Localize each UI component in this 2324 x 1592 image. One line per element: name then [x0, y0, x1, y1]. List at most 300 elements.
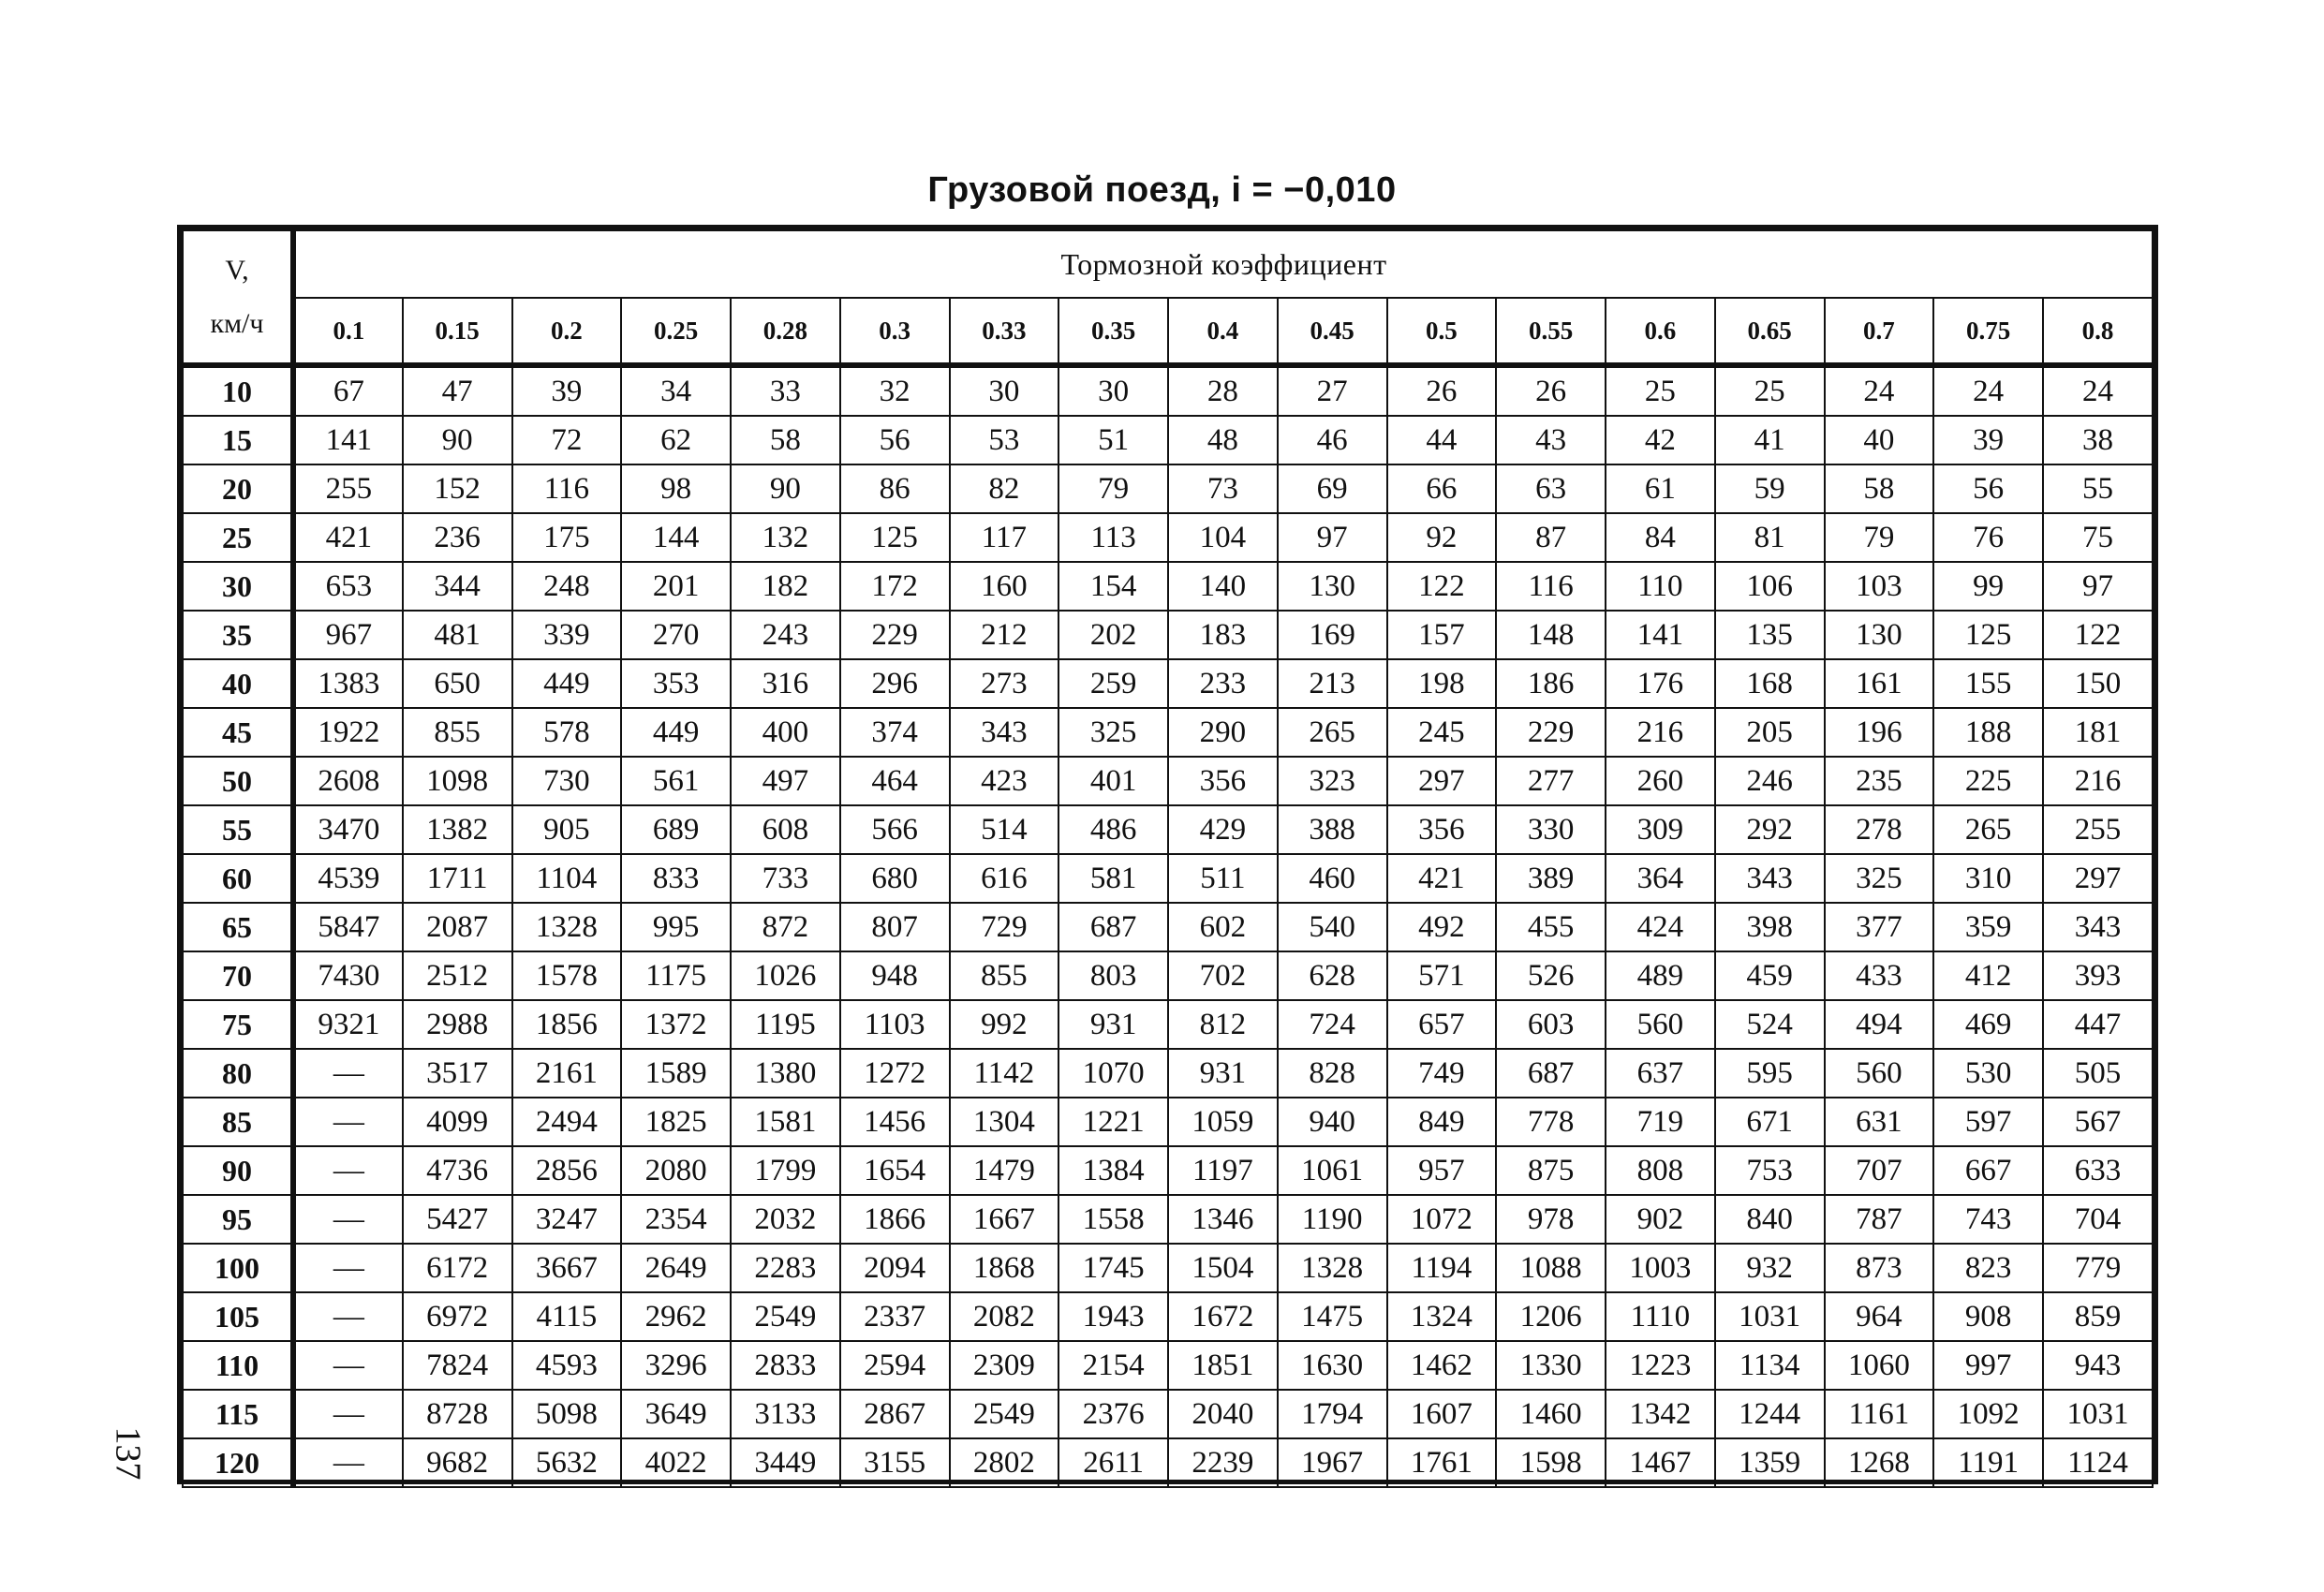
table-cell: 67	[293, 365, 403, 416]
table-row	[183, 757, 2153, 805]
table-cell: 9682	[403, 1438, 512, 1487]
table-cell: 148	[1496, 611, 1606, 659]
table-cell: 940	[1278, 1098, 1387, 1146]
table-cell: 3449	[731, 1438, 840, 1487]
table-cell: 1868	[950, 1244, 1059, 1292]
table-cell: 25	[1715, 365, 1825, 416]
table-cell: 157	[1387, 611, 1497, 659]
table-cell: 79	[1825, 513, 1934, 562]
table-cell: 4115	[512, 1292, 622, 1341]
table-cell: 1110	[1606, 1292, 1715, 1341]
table-cell: 144	[621, 513, 731, 562]
table-cell: 48	[1168, 416, 1278, 464]
table-cell: 55	[2043, 464, 2153, 513]
table-cell: 1026	[731, 951, 840, 1000]
table-cell: 186	[1496, 659, 1606, 708]
table-cell: 401	[1058, 757, 1168, 805]
table-cell: 72	[512, 416, 622, 464]
table-cell: 671	[1715, 1098, 1825, 1146]
table-cell: 459	[1715, 951, 1825, 1000]
table-cell: 122	[2043, 611, 2153, 659]
speed-unit: км/ч	[210, 308, 264, 339]
table-cell: 172	[840, 562, 950, 611]
table-cell: 807	[840, 903, 950, 951]
table-cell: 1191	[1933, 1438, 2043, 1487]
coefficient-header: 0.3	[840, 298, 950, 365]
table-cell: 2161	[512, 1049, 622, 1098]
table-cell: 51	[1058, 416, 1168, 464]
table-cell: 90	[731, 464, 840, 513]
table-cell: 259	[1058, 659, 1168, 708]
table-cell: 1304	[950, 1098, 1059, 1146]
table-cell: 494	[1825, 1000, 1934, 1049]
table-cell: 1799	[731, 1146, 840, 1195]
table-cell: 1272	[840, 1049, 950, 1098]
table-cell: 225	[1933, 757, 2043, 805]
table-row	[183, 1438, 2153, 1487]
table-cell: 25	[1606, 365, 1715, 416]
table-cell: 1825	[621, 1098, 731, 1146]
table-cell: 245	[1387, 708, 1497, 757]
table-cell: 297	[2043, 854, 2153, 903]
table-cell: 66	[1387, 464, 1497, 513]
table-cell: 82	[950, 464, 1059, 513]
coefficient-header: 0.4	[1168, 298, 1278, 365]
table-cell: 667	[1933, 1146, 2043, 1195]
table-cell: 202	[1058, 611, 1168, 659]
table-cell: 325	[1825, 854, 1934, 903]
page-title: Грузовой поезд, i = −0,010	[927, 170, 1397, 210]
table-cell: 505	[2043, 1049, 2153, 1098]
table-cell: 2856	[512, 1146, 622, 1195]
table-cell: 273	[950, 659, 1059, 708]
table-cell: 1745	[1058, 1244, 1168, 1292]
table-cell: 1328	[512, 903, 622, 951]
table-cell: 497	[731, 757, 840, 805]
table-cell: 1346	[1168, 1195, 1278, 1244]
table-cell: 1667	[950, 1195, 1059, 1244]
table-cell: 150	[2043, 659, 2153, 708]
table-cell: 567	[2043, 1098, 2153, 1146]
table-cell: 278	[1825, 805, 1934, 854]
table-cell: 1103	[840, 1000, 950, 1049]
table-cell: 92	[1387, 513, 1497, 562]
table-cell: 235	[1825, 757, 1934, 805]
table-cell: 117	[950, 513, 1059, 562]
speed-cell: 75	[183, 1000, 293, 1049]
table-cell: 840	[1715, 1195, 1825, 1244]
table-cell: 75	[2043, 513, 2153, 562]
table-cell: 343	[950, 708, 1059, 757]
table-cell: 561	[621, 757, 731, 805]
table-cell: 1607	[1387, 1390, 1497, 1438]
table-cell: 5098	[512, 1390, 622, 1438]
table-cell: 566	[840, 805, 950, 854]
table-cell: —	[293, 1244, 403, 1292]
table-row	[183, 513, 2153, 562]
table-cell: 631	[1825, 1098, 1934, 1146]
table-cell: 650	[403, 659, 512, 708]
table-cell: 116	[1496, 562, 1606, 611]
table-cell: 1197	[1168, 1146, 1278, 1195]
table-cell: 181	[2043, 708, 2153, 757]
table-cell: 343	[2043, 903, 2153, 951]
table-cell: 34	[621, 365, 731, 416]
table-cell: 59	[1715, 464, 1825, 513]
table-cell: 4736	[403, 1146, 512, 1195]
table-cell: 63	[1496, 464, 1606, 513]
table-cell: 122	[1387, 562, 1497, 611]
coefficient-header: 0.25	[621, 298, 731, 365]
table-row	[183, 611, 2153, 659]
table-cell: 3247	[512, 1195, 622, 1244]
table-row	[183, 1146, 2153, 1195]
table-cell: 3470	[293, 805, 403, 854]
table-cell: 1761	[1387, 1438, 1497, 1487]
table-cell: 46	[1278, 416, 1387, 464]
table-row	[183, 1049, 2153, 1098]
table-cell: 492	[1387, 903, 1497, 951]
table-cell: 98	[621, 464, 731, 513]
table-cell: 43	[1496, 416, 1606, 464]
table-cell: 730	[512, 757, 622, 805]
table-cell: 183	[1168, 611, 1278, 659]
table-cell: 530	[1933, 1049, 2043, 1098]
table-cell: 296	[840, 659, 950, 708]
table-cell: 873	[1825, 1244, 1934, 1292]
table-cell: 135	[1715, 611, 1825, 659]
table-cell: —	[293, 1195, 403, 1244]
table-cell: 398	[1715, 903, 1825, 951]
table-cell: 628	[1278, 951, 1387, 1000]
speed-cell: 115	[183, 1390, 293, 1438]
table-cell: 393	[2043, 951, 2153, 1000]
table-cell: 161	[1825, 659, 1934, 708]
table-cell: 823	[1933, 1244, 2043, 1292]
table-cell: 753	[1715, 1146, 1825, 1195]
table-cell: 560	[1825, 1049, 1934, 1098]
table-row	[183, 1195, 2153, 1244]
coefficient-header: 0.33	[950, 298, 1059, 365]
table-cell: 213	[1278, 659, 1387, 708]
table-cell: 24	[1825, 365, 1934, 416]
table-cell: 1031	[1715, 1292, 1825, 1341]
table-cell: 359	[1933, 903, 2043, 951]
table-cell: 255	[2043, 805, 2153, 854]
table-cell: 932	[1715, 1244, 1825, 1292]
table-row	[183, 1390, 2153, 1438]
table-cell: 7824	[403, 1341, 512, 1390]
coefficient-header: 0.1	[293, 298, 403, 365]
table-cell: 1223	[1606, 1341, 1715, 1390]
table-cell: 1382	[403, 805, 512, 854]
speed-cell: 40	[183, 659, 293, 708]
table-cell: 125	[840, 513, 950, 562]
table-cell: 1328	[1278, 1244, 1387, 1292]
table-cell: 377	[1825, 903, 1934, 951]
table-cell: 2594	[840, 1341, 950, 1390]
table-cell: 56	[840, 416, 950, 464]
table-cell: 2494	[512, 1098, 622, 1146]
table-cell: 5427	[403, 1195, 512, 1244]
table-cell: 176	[1606, 659, 1715, 708]
speed-cell: 100	[183, 1244, 293, 1292]
table-cell: 73	[1168, 464, 1278, 513]
table-cell: 26	[1387, 365, 1497, 416]
table-cell: 356	[1387, 805, 1497, 854]
table-cell: 310	[1933, 854, 2043, 903]
table-cell: 1598	[1496, 1438, 1606, 1487]
table-row	[183, 416, 2153, 464]
table-cell: 356	[1168, 757, 1278, 805]
table-cell: 44	[1387, 416, 1497, 464]
table-cell: 3649	[621, 1390, 731, 1438]
speed-cell: 10	[183, 365, 293, 416]
table-cell: 1342	[1606, 1390, 1715, 1438]
speed-cell: 20	[183, 464, 293, 513]
coefficient-header: 0.28	[731, 298, 840, 365]
table-cell: 1142	[950, 1049, 1059, 1098]
table-cell: —	[293, 1390, 403, 1438]
table-cell: 53	[950, 416, 1059, 464]
table-cell: 581	[1058, 854, 1168, 903]
table-cell: 196	[1825, 708, 1934, 757]
table-cell: 40	[1825, 416, 1934, 464]
table-cell: 97	[2043, 562, 2153, 611]
table-cell: 908	[1933, 1292, 2043, 1341]
table-cell: 905	[512, 805, 622, 854]
table-cell: 141	[293, 416, 403, 464]
page-number: 137	[108, 1426, 148, 1481]
table-cell: 116	[512, 464, 622, 513]
table-cell: 931	[1168, 1049, 1278, 1098]
speed-cell: 60	[183, 854, 293, 903]
table-body	[183, 365, 2153, 1487]
speed-cell: 50	[183, 757, 293, 805]
table-cell: 1244	[1715, 1390, 1825, 1438]
table-cell: 429	[1168, 805, 1278, 854]
table-cell: 464	[840, 757, 950, 805]
coefficient-header: 0.8	[2043, 298, 2153, 365]
table-cell: 1194	[1387, 1244, 1497, 1292]
table-cell: 130	[1825, 611, 1934, 659]
table-cell: 702	[1168, 951, 1278, 1000]
table-cell: 460	[1278, 854, 1387, 903]
table-cell: 743	[1933, 1195, 2043, 1244]
table-cell: 481	[403, 611, 512, 659]
table-cell: 39	[1933, 416, 2043, 464]
table-cell: 2802	[950, 1438, 1059, 1487]
table-cell: 389	[1496, 854, 1606, 903]
table-cell: 855	[950, 951, 1059, 1000]
table-cell: 1384	[1058, 1146, 1168, 1195]
table-cell: 992	[950, 1000, 1059, 1049]
table-cell: 1221	[1058, 1098, 1168, 1146]
table-cell: 27	[1278, 365, 1387, 416]
table-cell: 106	[1715, 562, 1825, 611]
table-cell: 803	[1058, 951, 1168, 1000]
table-cell: 104	[1168, 513, 1278, 562]
table-cell: 1794	[1278, 1390, 1387, 1438]
table-cell: 81	[1715, 513, 1825, 562]
table-cell: 603	[1496, 1000, 1606, 1049]
table-cell: 455	[1496, 903, 1606, 951]
table-cell: 447	[2043, 1000, 2153, 1049]
table-cell: 957	[1387, 1146, 1497, 1195]
table-cell: 182	[731, 562, 840, 611]
table-cell: 872	[731, 903, 840, 951]
table-cell: 141	[1606, 611, 1715, 659]
table-cell: 3296	[621, 1341, 731, 1390]
table-cell: 637	[1606, 1049, 1715, 1098]
table-cell: 39	[512, 365, 622, 416]
table-cell: 2080	[621, 1146, 731, 1195]
table-cell: 828	[1278, 1049, 1387, 1098]
table-cell: 130	[1278, 562, 1387, 611]
table-cell: 1589	[621, 1049, 731, 1098]
table-cell: 608	[731, 805, 840, 854]
table-cell: 58	[731, 416, 840, 464]
speed-cell: 105	[183, 1292, 293, 1341]
table-cell: 216	[1606, 708, 1715, 757]
table-cell: 330	[1496, 805, 1606, 854]
table-cell: 633	[2043, 1146, 2153, 1195]
speed-cell: 80	[183, 1049, 293, 1098]
table-cell: 1359	[1715, 1438, 1825, 1487]
table-cell: 597	[1933, 1098, 2043, 1146]
table-cell: 855	[403, 708, 512, 757]
table-cell: 997	[1933, 1341, 2043, 1390]
table-cell: 1479	[950, 1146, 1059, 1195]
table-cell: 1088	[1496, 1244, 1606, 1292]
table-cell: 449	[621, 708, 731, 757]
speed-cell: 55	[183, 805, 293, 854]
table-row	[183, 365, 2153, 416]
table-cell: 1967	[1278, 1438, 1387, 1487]
table-cell: 1460	[1496, 1390, 1606, 1438]
table-cell: 978	[1496, 1195, 1606, 1244]
table-row	[183, 1292, 2153, 1341]
table-cell: 265	[1278, 708, 1387, 757]
table-cell: 61	[1606, 464, 1715, 513]
table-cell: 616	[950, 854, 1059, 903]
table-cell: 3667	[512, 1244, 622, 1292]
coefficient-header: 0.35	[1058, 298, 1168, 365]
table-cell: 1134	[1715, 1341, 1825, 1390]
table-cell: 875	[1496, 1146, 1606, 1195]
table-cell: 1190	[1278, 1195, 1387, 1244]
table-cell: 4539	[293, 854, 403, 903]
speed-cell: 90	[183, 1146, 293, 1195]
table-row	[183, 708, 2153, 757]
table-cell: 1124	[2043, 1438, 2153, 1487]
table-cell: 212	[950, 611, 1059, 659]
table-cell: 729	[950, 903, 1059, 951]
table-cell: 28	[1168, 365, 1278, 416]
table-cell: 2962	[621, 1292, 731, 1341]
table-cell: 270	[621, 611, 731, 659]
table-cell: 657	[1387, 1000, 1497, 1049]
speed-cell: 70	[183, 951, 293, 1000]
speed-column-header	[183, 230, 293, 365]
table-cell: 175	[512, 513, 622, 562]
table-cell: 24	[2043, 365, 2153, 416]
table-cell: 1372	[621, 1000, 731, 1049]
table-cell: 344	[403, 562, 512, 611]
table-cell: 1943	[1058, 1292, 1168, 1341]
table-cell: 236	[403, 513, 512, 562]
table-cell: 41	[1715, 416, 1825, 464]
table-cell: 198	[1387, 659, 1497, 708]
table-cell: 2239	[1168, 1438, 1278, 1487]
speed-cell: 110	[183, 1341, 293, 1390]
table-cell: 964	[1825, 1292, 1934, 1341]
table-cell: 423	[950, 757, 1059, 805]
table-cell: 1092	[1933, 1390, 2043, 1438]
table-cell: 6972	[403, 1292, 512, 1341]
table-cell: 30	[950, 365, 1059, 416]
table-cell: 188	[1933, 708, 2043, 757]
table-cell: 524	[1715, 1000, 1825, 1049]
table-cell: 2549	[950, 1390, 1059, 1438]
table-cell: 2376	[1058, 1390, 1168, 1438]
table-cell: 69	[1278, 464, 1387, 513]
table-cell: 316	[731, 659, 840, 708]
table-cell: 2867	[840, 1390, 950, 1438]
table-cell: 1856	[512, 1000, 622, 1049]
table-cell: 779	[2043, 1244, 2153, 1292]
table-cell: 7430	[293, 951, 403, 1000]
table-cell: 433	[1825, 951, 1934, 1000]
table-cell: 808	[1606, 1146, 1715, 1195]
table-cell: 1098	[403, 757, 512, 805]
coefficient-header: 0.65	[1715, 298, 1825, 365]
table-cell: 749	[1387, 1049, 1497, 1098]
table-cell: 833	[621, 854, 731, 903]
table-cell: 2608	[293, 757, 403, 805]
table-cell: 602	[1168, 903, 1278, 951]
braking-table	[177, 225, 2158, 1484]
table-cell: 323	[1278, 757, 1387, 805]
table-cell: 388	[1278, 805, 1387, 854]
table-cell: 3133	[731, 1390, 840, 1438]
table-cell: 243	[731, 611, 840, 659]
table-cell: 1654	[840, 1146, 950, 1195]
table-cell: 486	[1058, 805, 1168, 854]
table-cell: 511	[1168, 854, 1278, 903]
table-cell: 62	[621, 416, 731, 464]
table-cell: 90	[403, 416, 512, 464]
table-cell: 374	[840, 708, 950, 757]
table-cell: 24	[1933, 365, 2043, 416]
speed-cell: 30	[183, 562, 293, 611]
table-cell: 1175	[621, 951, 731, 1000]
table-cell: 778	[1496, 1098, 1606, 1146]
table-cell: 424	[1606, 903, 1715, 951]
table-cell: 1031	[2043, 1390, 2153, 1438]
table-cell: 849	[1387, 1098, 1497, 1146]
table-cell: 265	[1933, 805, 2043, 854]
table-cell: 733	[731, 854, 840, 903]
table-cell: 132	[731, 513, 840, 562]
table-cell: 140	[1168, 562, 1278, 611]
table-cell: 2082	[950, 1292, 1059, 1341]
table-cell: 297	[1387, 757, 1497, 805]
table-cell: 687	[1496, 1049, 1606, 1098]
table-cell: 1161	[1825, 1390, 1934, 1438]
speed-cell: 95	[183, 1195, 293, 1244]
table-cell: 2988	[403, 1000, 512, 1049]
